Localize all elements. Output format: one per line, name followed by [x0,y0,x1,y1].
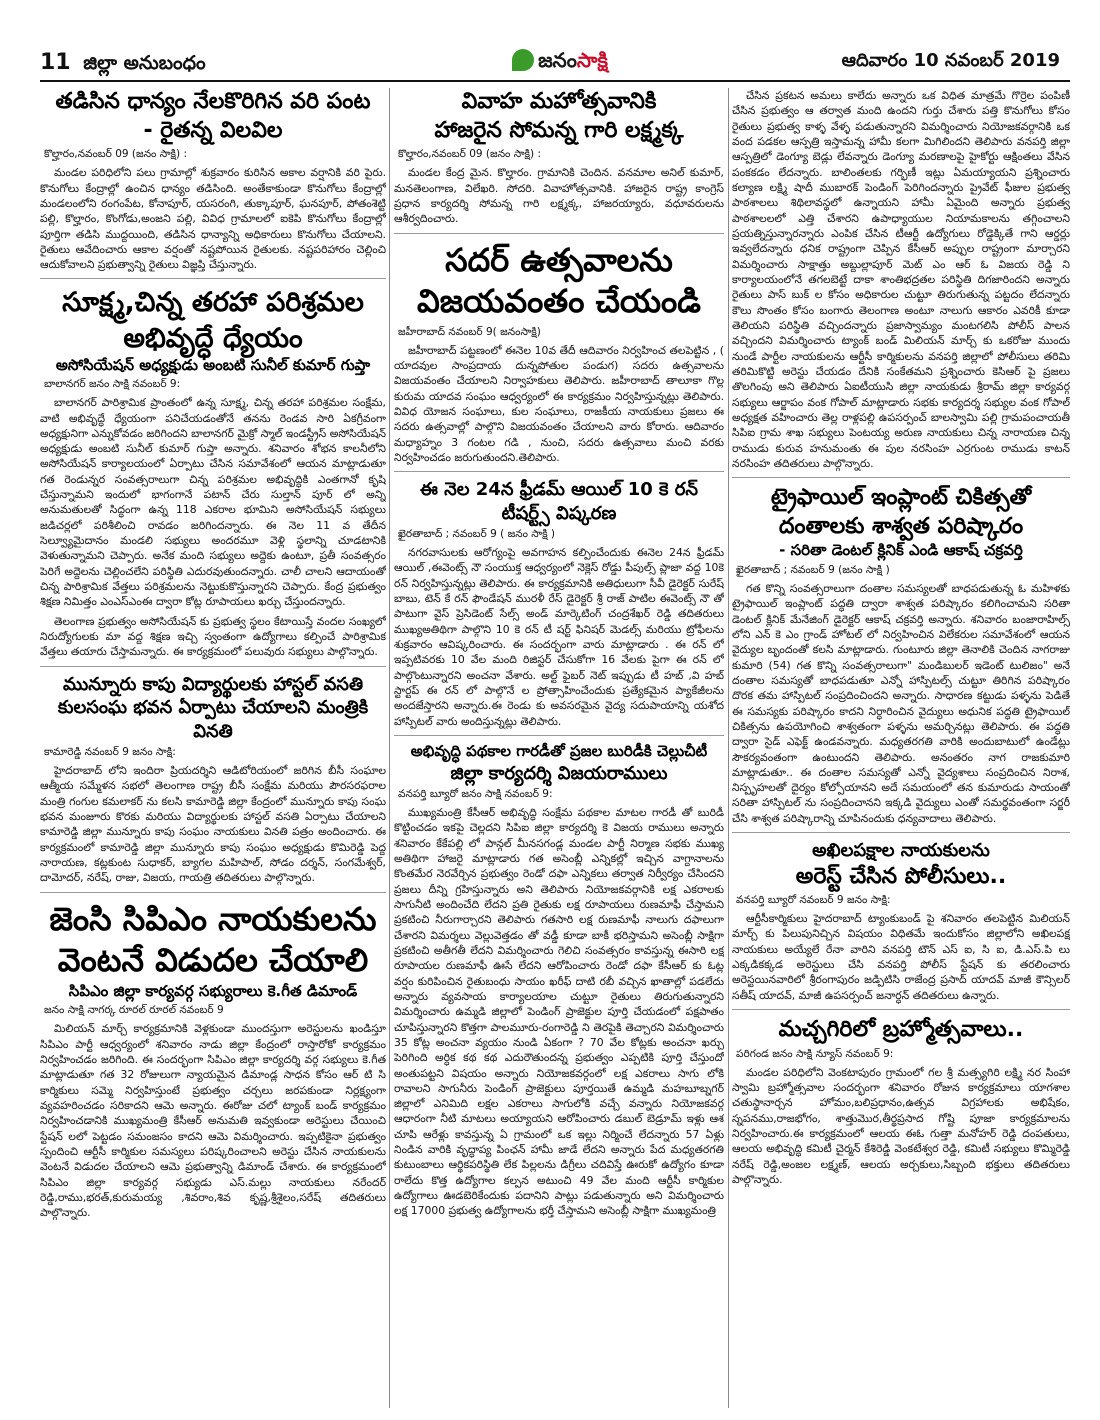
headline: అరెస్ట్ చేసిన పోలీసులు.. [795,863,1007,889]
headline: విజయవంతం చేయండి [417,282,701,321]
section-name: జిల్లా అనుబంధం [83,52,206,74]
article-body: మండల పరిధిలోని వెంకటాపురం గ్రామంలో గల శ్రీ మత్స్యగిరి లక్ష్మి నర సింహా స్వామి బ్రహ్మోత్సవాల సందర్భంగా శనివారం రోజున కార్యక్రమాలు యాగశాల చతుస్థానార్చన హోమం,బలిప్రధానం,ఉత్సవ విగ్రహాలకు అభిషేకం, స్నపనము,రాజభోగం, శాత్తుమొర,తీర్థప్రసాద గోష్టి పూజా కార్యక్రమాలను నిర్వహించారు.ఈ కార్యక్రమంలో ఆలయ ఈఓ గుత్తా మనోహర్ రెడ్డి దంపతులు, ఆలయ అభివృద్ధి కమిటీ చైర్మన్ కేశిరెడ్డి వెంకటేశ్వర రెడ్డి, కమిటీ సభ్యులు కొమ్మిరెడ్డి నరేష్ రెడ్డి,అంజల లక్ష్మణ్, ఆలయ అర్చకులు,సిబ్బంది భక్తులు తదితరులు పాల్గొన్నారు. [732,1065,1070,1186]
headline: అభివృద్ధే ధ్యేయం [123,322,303,354]
article-dental [732,484,1070,826]
article-separator [40,666,386,667]
column-1 [40,88,386,1408]
article-body: మండల కేంద్ర మైన. కొల్హారం. గ్రామానికి చెందిన. వనమాల అనిల్ కుమార్, మనతెలంగాణ, విలేఖరి. సోదరి. వివాహోత్సవానికి. హాజరైన రాష్ట్ర కాంగ్రెస్ ప్రధాన కార్యదర్శి సోమన్న గారి లక్ష్మక్క, హాజరయ్యారు, వధూవరులను ఆశీర్వదించారు. [394,166,724,226]
dateline: ఖైరతాబాద్ ; నవంబర్ 9 (జనం సాక్షి ) [736,563,890,576]
headline: దంతాలకు శాశ్వత పరిష్కారం [778,513,1024,539]
headline: తడిసిన ధాన్యం నేలకొరిగిన వరి పంట [55,89,371,114]
article-development-schemes [394,742,724,1219]
column-3 [732,88,1070,1408]
headline: జెంసి సిపిఎం నాయకులను [49,899,377,938]
dateline: కామారెడ్డి నవంబర్ 9 జనం సాక్షి: [44,745,176,758]
issue-date: ఆదివారం 10 నవంబర్ 2019 [841,50,1060,71]
article-separator [732,1009,1070,1010]
dateline: వనపర్తి బ్యూరో జనం సాక్షి నవంబర్ 9: [398,787,553,800]
paper-name-prefix: జనం [538,48,577,72]
subheadline: జిల్లా కార్యదర్శి విజయరాములు [450,762,668,784]
article-continued [732,88,1070,471]
article-body: చేసిన ప్రకటన అమలు కాలేదు అన్నారు ఒక విధిత మాత్రమే గొర్రెల పంపిణీ చేసిన ప్రభుత్వం ఆ తర్వాత మంది ఉందని గుర్తు చేశారు పత్తి కొనుగోలు కోసం రైతులు ప్రభుత్వ కాళ్ళ వేళ్ళ పడుతున్నారని విమర్శించారు నియోజకవర్గానికి ఒక వంద పడకల ఆస్పత్రి ఇస్తామన్న హామీ కలగా మిగిలిందని తెలిపారు వనపర్తి జిల్లా ఆస్పత్రిలో డెంగ్యూ బెడ్లు లేవన్నారు డెంగ్యూ మరణాలపై హైకోర్టు ఆక్షింతలు వేసిన పంకకడం లేదన్నారు. బాలింతలకు గర్భిణీ ఇట్లు ఏమయ్యాయని ప్రశ్నించారు కల్యాణ లక్ష్మి షాదీ ముబారక్ పెండింగ్ పెరిగిందన్నారు ప్రైవేట్ ఫీజుల ప్రభుత్వ పాఠశాలలు శిథిలావస్థలో ఉన్నాయని హామీ ఏమైంది అన్నారు ప్రభుత్వ పాఠశాలలలో ఎత్తి చేశారని ఉపాధ్యాయుల నియామకాలను తగ్గించాలని ప్రయత్నిస్తున్నారన్నారు ఎంపిక చేసిన టీఆర్టీ ఉద్యోగులు రోడ్డెక్కితే గాని ఆర్డర్లు ఇవ్వలేదన్నారు ధనిక రాష్ట్రంగా చెప్పిన కేసీఆర్ అప్పుల రాష్ట్రంగా మార్చారని విమర్శించారు సాక్షాత్తు అబ్దుల్లాపూర్ మెట్ ఎం ఆర్ ఓ విజయ రెడ్డి ని కార్యాలయంలోనే తగలబెట్టే దాకా శాంతిభద్రతల పరిస్థితి దిగజారిందని అన్నారు రైతులు పాస్ బుక్ ల కోసం అధికారుల చుట్టూ తిరుగుతున్న పట్టదం లేదన్నారు కౌలు సొంతం కోసం బంగారు తెలంగాణ అంటూ నాలుగు ఆకారం ఎవరికీ కూడా తెలియని పరిస్థితి వచ్చిందన్నారు ప్రజాస్వామ్యం మంటగలిసి పోలీస్ పాలన వచ్చిందని విమర్శించారు ట్యాంక్ బండ్ మిలియన్ మార్చ్ కు ఒకరోజు ముందు నుండే పార్టీల నాయకులను ఆర్టీసీ కార్మికులను వనపర్తి జిల్లాలో పోలీసులు తరిమి తరిమికొట్టి అరెస్టు చేయడం దేనికి సంకేతమని ప్రశ్నించారు కెసిఆర్ పై ప్రజలు తొలగింపు అని తెలిపారు ఏఐటీయుసి జిల్లా నాయకుడు శ్రీరామ్ జిల్లా కార్యవర్గ సభ్యులు ఆర్జాపం వంక గోపాల్ మాట్లాడారు సభకు కార్యదర్శ సభ్యుల వంక గోపాల్ అధ్యక్షత వహించారు తెల్ల రాళ్లపల్లి ఉపసర్పంచ్ బాలస్వామి పల్లి గ్రామపంచాయతీ సిపిఐ గ్రామ శాఖ సభ్యులు పెంటయ్య అరుణ నాయకులు చిన్న నారాయణ చిన్న రాముడు కురువ హనుమంతు ఈ పుల నరసింహ ఎర్రగుంట రాముడు కాటన్ నరసింహ తదితరులు పాల్గొన్నారు. [732,89,1070,470]
headline: టీషర్ట్స్ విష్కరణ [501,502,617,524]
headline: హాజరైన సోమన్న గారి లక్ష్మక్క [434,117,684,143]
article-body: జహీరాబాద్ పట్టణంలో ఈనెల 10వ తేదీ ఆదివారం నిర్వహించ తలపెట్టిన , ( యాదవుల సాంప్రదాయ దున్నపోతుల పండుగ) సదరు ఉత్సవాలను విజయవంతం చేయాలని నిర్వాహకులు తెలిపారు. జహీరాబాద్ తాలూకా గొల్ల కురుమ యాదవ సంఘం ఆధ్వర్యంలో ఈ కార్యక్రమం నిర్వహిస్తున్నట్లు తెలిపారు. వివిధ యోజన సంఘాలు, కుల సంఘాలు, రాజకీయ నాయకులు ప్రజలు ఈ సదరు ఉత్సవాల్లో పాల్గొని విజయవంతం చేయాలని వారు కోరారు. ఆదివారం మధ్యాహ్నం 3 గంటల గడి , నుంచి, సదరు ఉత్సవాలు మంచి వరకు నిర్వహించడం జరుగుతుందని.తెలిపారు. [394,343,724,464]
paper-logo [460,48,660,77]
headline: కులసంఘ భవన ఏర్పాటు చేయాలని మంత్రికి వినతి [57,697,369,742]
headline: ట్రైఫాయిల్ ఇంప్లాంట్ చికిత్సతో [770,485,1032,511]
dateline: పరిగండ జనం సాక్షి న్యూస్ నవంబర్ 9: [736,1047,894,1060]
column-divider [728,88,729,1408]
paper-name-suffix: సాక్షి [576,48,608,72]
leaf-logo-icon [512,49,534,71]
article-body: బాలానగర్ పారిశ్రామిక ప్రాంతంలో ఉన్న సూక్ష్మ, చిన్న తరహా పరిశ్రమల సంక్షేమ, వాటి అభివృద్ధే ధ్యేయంగా పనిచేయడంతోనే తనను రెండవ సారి ఏకగ్రీవంగా అధ్యక్షునిగా ఎన్నుకోవడం జరిగిందని బాలానగర్ మైక్రో స్మాల్ ఇండస్ట్రీస్ అసోసియేషన్ అధ్యక్షుడు అంబటి సునీల్ కుమార్ గుప్తా అన్నారు. శనివారం శోభన కాలనీలోని అసోసియేషన్ కార్యాలయంలో ఏర్పాటు చేసిన సమావేశంలో ఆయన మాట్లాడుతూ గత రెండున్నర సంవత్సరాలుగా చిన్న పరిశ్రమల అభివృద్ధికి ఎంతగానో కృషి చేస్తున్నామని ఇందులో భాగంగానే పటాన్ చేరు సుల్తాన్ పూర్ లో అన్ని అనుమతులతో సిద్ధంగా ఉన్న 118 ఎకరాల భూమిని అసోసియేషన్ సభ్యులు జడిచర్లలో పరిశీలించి రావడం జరిగిందన్నారు. ఈ నెల 11 వ తేదీన సెల్వ్యూమైదానం మండలి సభ్యులు అందరమూ వెళ్లి స్థలాన్ని చూడటానికి వెళుతున్నామని చెప్పారు. అనేక మంది సభ్యులు అద్దెకు ఉంటూ, ప్రతీ సంవత్సరం పెరిగే అద్దెలను చెల్లించలేని పరిస్థితి ఎదురవుతుందన్నారు. చాలీ చాలని ఆదాయంతో చిన్న పారిశ్రామిక వేత్తలు పరిశ్రమలను నెట్టుకుకొస్తున్నారని చెప్పారు. కేంద్ర ప్రభుత్వం శిక్షణ నిమిత్తం ఎంఎస్ఎంఈ ద్వారా కోట్ల రూపాయలు ఖర్చు చేస్తుందన్నారు. [40,396,386,609]
article-munnuru-kapu [40,673,386,886]
article-sadar [394,240,724,466]
article-arrests [732,839,1070,1003]
dateline: వనపర్తి బ్యూరో నవంబర్ 9 జనం సాక్షి: [736,894,891,907]
headline: అభివృద్ధి పథకాల గారడీతో ప్రజల బురిడీకి చెల్లుచీటీ [410,742,708,761]
article-brahmotsavam [732,1016,1070,1187]
headline: వివాహ మహోత్సవానికి [461,89,657,114]
headline: - రైతన్న విలవిల [143,117,283,143]
subheadline: సిపిఎం జిల్లా కార్యవర్గ సభ్యురాలు కె.గీత డిమాండ్ [68,981,358,1000]
article-body: గత కొన్ని సంవత్సరాలుగా దంతాల సమస్యలతో బాధపడుతున్న ఓ మహిళకు ట్రైఫాయిల్ ఇంప్లాంట్ పద్ధతి ద్వారా శాశ్వత పరిష్కారం కలిగించామని సరితా డెంటల్ క్లినిక్ మేనేజింగ్ డైరెక్టర్ ఆకాష్ చక్రవర్తి అన్నారు. శనివారం బంజారాహిల్స్ లోని ఎన్ కె ఎం గ్రాండ్ హోటల్ లో నిర్వహించిన విలేకరుల సమావేశంలో ఆయన వైద్యుల బృందంతో కలసి మాట్లాడారు. గుంటూరు జిల్లా తెనాలికి చెందిన నాగరాజు కుమారి (54) గత కొన్ని సంవత్సరాలుగా" మండిబులర్ ఇడెంట్ టులిజం" అనే దంతాల సమస్యతో బాధపడుతూ ఎన్నో హాస్పిటల్స్ చుట్టూ తిరిగిన పరిష్కారం దొరక తమ హాస్పిటల్ సంప్రదించిందని అన్నారు. సాధారణ కట్టుడు పళ్ళను పెడితే ఈ సమస్యకు పరిష్కారం కాదని నిర్ధారించిన వైద్యులు అధునిక పద్ధతి ట్రైఫాయిల్ చికిత్సను ఉపయోగించి శాశ్వతంగా పళ్ళను అమర్చినట్లు తెలిపారు. ఈ పద్ధతి ద్వారా సైడ్ ఎఫెక్ట్ ఉండవన్నారు. మధ్యతరగతి వారికి అందుబాటులో ఉండేట్లు సౌకర్యవంతంగా ఉంటుందని తెలిపారు. అనంతరం నాగ రాజకుమారి మాట్లాడుతూ.. ఈ దంతాల సమస్యతో ఎన్నో వైద్యశాలు సంప్రదించిన నిరాశ, నిస్పృహలతో దైర్యం కోల్పోయానని అదే సమయంలో తన కుమారుడు సాయంతో సరితా హాస్పిటల్ ను సంప్రదించానని ఇక్కడి వైద్యులు ఎంతో సమర్థవంతంగా సర్జరీ చేసి శాశ్వత పరిష్కారాన్ని చూపినందుకు ధన్యవాదాలు తెలిపారు. [732,581,1070,825]
headline: మున్నూరు కాపు విద్యార్థులకు హాస్టల్ వసతి [62,673,364,695]
headline: వెంటనే విడుదల చేయాలి [57,941,369,980]
article-freedom-run [394,478,724,729]
headline: మచ్చగిరిలో బ్రహ్మోత్సవాలు.. [778,1017,1024,1043]
article-separator [394,471,724,472]
article-wet-grain [40,88,386,272]
dateline: జహీరాబాద్ నవంబర్ 9( జనంసాక్షి) [398,325,541,338]
headline: అఖిలపక్షాల నాయకులను [812,840,990,862]
page-header-left [40,50,206,79]
column-divider [389,88,390,1408]
article-wedding [394,88,724,227]
dateline: ఖైరతాబాద్ ; నవంబర్ 9 ( జనం సాక్షి ) [398,528,556,541]
dateline: కొల్హారం,నవంబర్ 09 (జనం సాక్షి) : [44,148,187,161]
article-body: తెలంగాణ ప్రభుత్వం అసోసియేషన్ కు ప్రభుత్వ స్థలం కేటాయిస్తే వందల సంఖ్యలో నిరుద్యోగులకు మా వద్ద శిక్షణ ఇచ్చి స్వంతంగా ఉద్యోగాలు కల్పించే పారిశ్రామిక వేత్తలు తయారు చేస్తామన్నారు. ఈ కార్యక్రమంలో పలువురు సభ్యులు పాల్గొన్నారు. [40,614,386,659]
article-separator [40,892,386,893]
column-2 [394,88,724,1408]
article-separator [40,278,386,279]
article-body: మండల పరిధిలోని పలు గ్రామాల్లో శుక్రవారం కురిసిన అకాల వర్షానికి వరి పైరు. కొనుగోలు కేంద్రాల్లో ఉంచిన ధాన్యం తడిసింది. అంతేకాకుండా కొనుగోలు కేంద్రాల్లో మండలంలోని రంగంపేట, కోనాపూర్, యసరంగి, తుక్కాపూర్, ఘనపూర్, పోతంశెట్టి పల్లి, కొల్హారం, కొంగోడు,అంజని పల్లి, వివిధ గ్రామాలలో ఐకెపి కొనుగోలు కేంద్రాల్లో పూర్తిగా తడిసి ముద్దయింది, తడిసిన ధాన్యాన్ని అధికారులు కొనుగోలు చేయాలని. రైతులు ఆవేదించారు ఆకాల వర్షంతో నష్టపోయిన రైతులకు. నష్టపరిహారం చెల్లించి ఆదుకోవాలని ప్రభుత్వాన్ని రైతులు విజ్ఞప్తి చేస్తున్నారు. [40,166,386,272]
article-body: ముఖ్యమంత్రి కేసీఆర్ అభివృద్ధి సంక్షేమ పథకాల మాటల గారడీ తో బురిడీ కొట్టించడం ఇకపై చెల్లదని సిపిఐ జిల్లా కార్యదర్శి కె విజయ రాములు అన్నారు శనివారం కేకేపల్లి లో పాన్గల్ మీనసగండ్ల మండల పార్టీ నిర్మాణ సభకు ముఖ్య అతిథిగా హాజరై మాట్లాడారు గత అసెంబ్లీ ఎన్నికల్లో ఇచ్చిన వాగ్దానాలను కొంతమేర నెరవేర్చిన ప్రభుత్వం రెండో దఫా ఎన్నికలు తర్వాత నిర్వీర్యం చేసిందని ప్రజలు దీన్ని గ్రహిస్తున్నారు అని తెలిపారు నియోజకవర్గానికి లక్ష ఎకరాలకు సాగునీటి అందించేది లేదని ప్రతి రైతుకు లక్ష రూపాయలు రుణమాఫీ చేస్తామని ప్రకటించి నీరుగార్చారని తెలిపారు గతసారి లక్ష రుణమాఫీ నాలుగు దఫాలుగా చేశారని విమర్శలు వెల్లువెత్తడం తో వడ్డీ కూడా బాకీ భరిస్తామని అసెంబ్లీ సాక్షిగా ప్రకటించి అతీగతీ లేదని విమర్శించారు గెలిచి సంవత్సరం కావస్తున్న ఈసారి లక్ష రూపాయల రుణమాఫీ ఊసే లేదని ఆరోపించారు రెండో దఫా కేసీఆర్ కు ఓట్ల వర్షం కురిపించిన రైతుబంధు సాయం ఖరీఫ్ దాటి రబీ వచ్చిన ఖాతాల్లో పడలేదు అన్నారు వ్యవసాయ కార్యాలయాల చుట్టూ రైతులు తిరుగుతున్నారని విమర్శించారు ఉమ్మడి జిల్లాలో పెండింగ్ ప్రాజెక్టుల పూర్తి చేయడంలో పక్షపాతం చూపిస్తున్నారని కొత్తగా పాలమూరు-రంగారెడ్డి ని తెరపైకి తెచ్చారని విమర్శించారు 35 కోట్ల అంచనా వ్యయం నుండి ఏకంగా ? 70 వేల కోట్లకు అంచనా ఖర్చు పెరిగింది అర్ధిక కథ కథ ఎదురౌతుందన్న ప్రభుత్వం ఎప్పటికి పూర్తి చేస్తుందో అంతుపట్టని విషయం అన్నారు నియోజకవర్గంలో లక్ష ఎకరాలు సాగు లోకి రావాలని సాగునీరు పెండింగ్ ప్రాజెక్టులు పూర్తయితే ఉమ్మడి మహబూబ్నగర్ జిల్లాలో ఎనిమిది లక్షల ఎకరాలు సాగులోకి వచ్చే వన్నారు నియోజకవర్గ ఆధారంగా నీటి మాటలు అయ్యాయని ఆరోపించారు డబుల్ బెడ్రూమ్ ఇళ్లు ఆశ చూపి ఆరేళ్లు కావస్తున్న ఏ గ్రామంలో ఒక ఇల్లు నిర్మించే లేదన్నారు 57 ఏళ్లు నిండిన వారికి వృద్ధాప్య పింఛన్ హామీ జాడే లేదని అన్నారు పేద మధ్యతరగతి కుటుంబాలు ఆర్థికపరిస్థితి లేక పిల్లలను డిగ్రీలు చదివిస్తే ఊరుకో ఉద్యోగం కూడా రాలేదు కొత్త ఉద్యోగాల కల్పన అటుంచి 49 వేల మంది ఆర్టీసీ కార్మికుల ఉద్యోగాలు ఊడబెరికేందుకు పదానిని పాట్లు పడుతున్నారు అని విమర్శించారు లక్ష 17000 ప్రభుత్వ ఉద్యోగాలను భర్తీ చేస్తామని అసెంబ్లీ సాక్షిగా ముఖ్యమంత్రి [394,805,724,1218]
article-cpm-leaders [40,899,386,1221]
page-number: 11 [40,50,71,75]
article-body: ఆర్టీసీకార్మికులు హైదరాబాద్ ట్యాంకుబండ్ పై శనివారం తలపెట్టిన మిలియన్ మార్చ్ కు పిలుపునిచ్చిన విషయం విధితమే ఇందుకోసం జిల్లాలోని అఖిలపక్ష నాయకులు అయ్యేలే రేనా వారిని వనపర్తి టౌన్ ఎస్ ఐ, సి ఐ, డి.ఎస్.పి లు ఎక్కడికక్కడ అరెస్టులు చేసి వనపర్తి పోలీస్ స్టేషన్ కు తరలించారు అరెస్టయినవారిలో శ్రీరంగాపురం జడ్పిటిసి రాజేంద్ర ప్రసాద్ యాదవ్ మాజీ కౌన్సిలర్ సతీష్ యాదవ్, మాజీ ఉపసర్పంచ్ జనార్ధన్ తదితరులు ఉన్నారు. [732,912,1070,1002]
headline: సూక్ష్మ,చిన్న తరహా పరిశ్రమల [62,287,364,319]
article-separator [732,477,1070,478]
article-msme [40,285,386,659]
headline: సదర్ ఉత్సవాలను [445,240,673,279]
dateline: కొల్హారం,నవంబర్ 09 (జనం సాక్షి) : [398,148,541,161]
dateline: బాలానగర్ జనం సాక్షి నవంబర్ 9: [44,378,181,391]
dateline: జనం సాక్షి నాగర్క రూరల్ రూరల్ నవంబర్ 9 [44,1004,224,1017]
article-body: నగరవాసులకు ఆరోగ్యంపై అవగాహన కల్పించేందుకు ఈనెల 24న ఫ్రీడమ్ ఆయిల్ ,ఈవెంట్స్ నౌ సంయుక్త ఆధ్వర్యంలో నెక్లెస్ రోడ్డు పీపుల్స్ ప్లాజా వద్ద 10కె రన్ నిర్వహిస్తున్నట్లు తెలిపారు. ఈ కార్యక్రమానికి అతిధులుగా సీవీ డైరెక్టర్ సురేష్ బాబు, టెన్ కే రన్ ఫౌండేషన్ మురళీ రేస్ డైరెక్టర్ శ్రీ రాజ్ పాటిల ఈవెంట్స్ నౌ తో పాటుగా వైస్ ప్రెసిడెంట్ సేల్స్ అండ్ మార్కెటింగ్ చంద్రశేఖర్ రెడ్డి తదితరులు ముఖ్యఅతిథిగా పాల్గొని 10 కె రన్ టీ షర్ట్ ఫినిషర్ మెడల్స్ మరియు ట్రోఫీలను శుక్రవారం ఆవిష్కరించారు. ఈ సందర్భంగా వారు మాట్లాడారు . ఈ రన్ లో ఇప్పటివరకు 10 వేల మంది రిజిస్టర్ చేసుకోగా 16 వేలకు పైగా ఈ రన్ లో పాల్గొంటున్నారని అంచనా వేశారు. అల్ట్ ఫైబర్ నెట్ ఇప్పుడు టీ హబ్ ,వి హబ్ స్టార్టప్ ఈ రన్ లో పాల్గొనే ల ప్రోత్సాహించేందుకు ప్రత్యేకమైన ప్యాకేజీలను అందజేస్తారని అన్నారు.ఈ రెండు కు అవసరమైన వైద్య సదుపాయాన్ని యశోద హాస్పిటల్ వారు అందిస్తున్నట్లు తెలిపారు. [394,546,724,728]
article-separator [732,832,1070,833]
subheadline: అసోసియేషన్ అధ్యక్షుడు అంబటి సునీల్ కుమార్ గుప్తా [55,355,371,374]
masthead [40,48,1070,82]
article-separator [394,233,724,234]
subheadline: - సరితా డెంటల్ క్లినిక్ ఎండి ఆకాష్ చక్రవర్తి [779,541,1023,560]
article-body: హైదరాబాద్ లోని ఇందిరా ప్రియదర్శిని ఆడిటోరియంలో జరిగిన బీసీ సంఘాల ఆత్మీయ సమ్మేళన సభలో తెలంగాణ రాష్ట్ర బీసీ సంక్షేమ మరియు పౌరసరఫరాల మంత్రి గంగుల కమలాకర్ ను కలసి కామారెడ్డి జిల్లా కేంద్రంలో మున్నూరు కాపు సంఘ భవన మంజూరు కొరకు మరియు విద్యార్థులకు హాస్టల్ వసతి ఏర్పాటు చేయాలని కామారెడ్డి జిల్లా మున్నూరు కాపు సంఘం నాయకులు వినతి పత్రం అందించారు. ఈ కార్యక్రమంలో కామారెడ్డి జిల్లా మున్నూరు కాపు సంఘం అధ్యక్షుడు కొమిరెడ్డి పెద్ద నారాయణ, కట్లకుంట సుధాకర్, బ్యాగల మహిపాల్, సోడం దర్శన్, సంగమేశ్వర్, దామోదర్, నరేష్, రాజు, విజయ, గాయత్రి తదితరులు పాల్గొన్నారు. [40,763,386,885]
article-body: మిలియన్ మార్చ్ కార్యక్రమానికి వెళ్లకుండా ముందస్తుగా అరెస్టులను ఖండిస్తూ సిపిఎం పార్టీ ఆధ్వర్యంలో శనివారం నాడు జిల్లా కేంద్రంలో రాస్తారోకో కార్యక్రమం నిర్వహించడం జరిగింది. ఈ సందర్భంగా సిపిఎం జిల్లా కార్యదర్శి వర్గ సభ్యులు కె.గీత మాట్లాడుతూ గత 32 రోజులుగా న్యాయమైన డిమాండ్ల సాధన కోసం ఆర్ టి సి కార్మికులు సమ్మె నిర్వహిస్తుంటే ప్రభుత్వం చర్చలు జరపకుండా నిర్లక్ష్యంగా వ్యవహరించడం సరికాదని ఆమె అన్నారు. ఈరోజు చలో ట్యాంక్ బండ్ కార్యక్రమం నిర్వహించడానికి ముఖ్యమంత్రి కేసీఆర్ అనుమతి ఇవ్వకుండా అరెస్టులు చేయించి స్టేషన్ లలో పెట్టడం సమంజసం కాదని ఆమె విమర్శించారు. ఇప్పటికైనా ప్రభుత్వం స్పందించి ఆర్టీసీ కార్మికుల సమస్యలు పరిష్కరించాలని అరెస్టు చేసిన నాయకులను వెంటనే విడుదల చేయాలని ఆమె ప్రభుత్వాన్ని డిమాండ్ చేశారు. ఈ కార్యక్రమంలో సిపిఎం జిల్లా కార్యవర్గ సభ్యుడు ఎస్.మల్లు నాయకులు నరేందర్ రెడ్డి,రాము,భరత్,కురుమయ్య ,శివరాం,శివ కృష్ణ,శ్రీశైలం,సరేష్ తదితరులు పాల్గొన్నారు. [40,1022,386,1220]
headline: ఈ నెల 24న ఫ్రీడమ్ ఆయిల్ 10 కె రన్ [419,479,699,501]
article-separator [394,735,724,736]
